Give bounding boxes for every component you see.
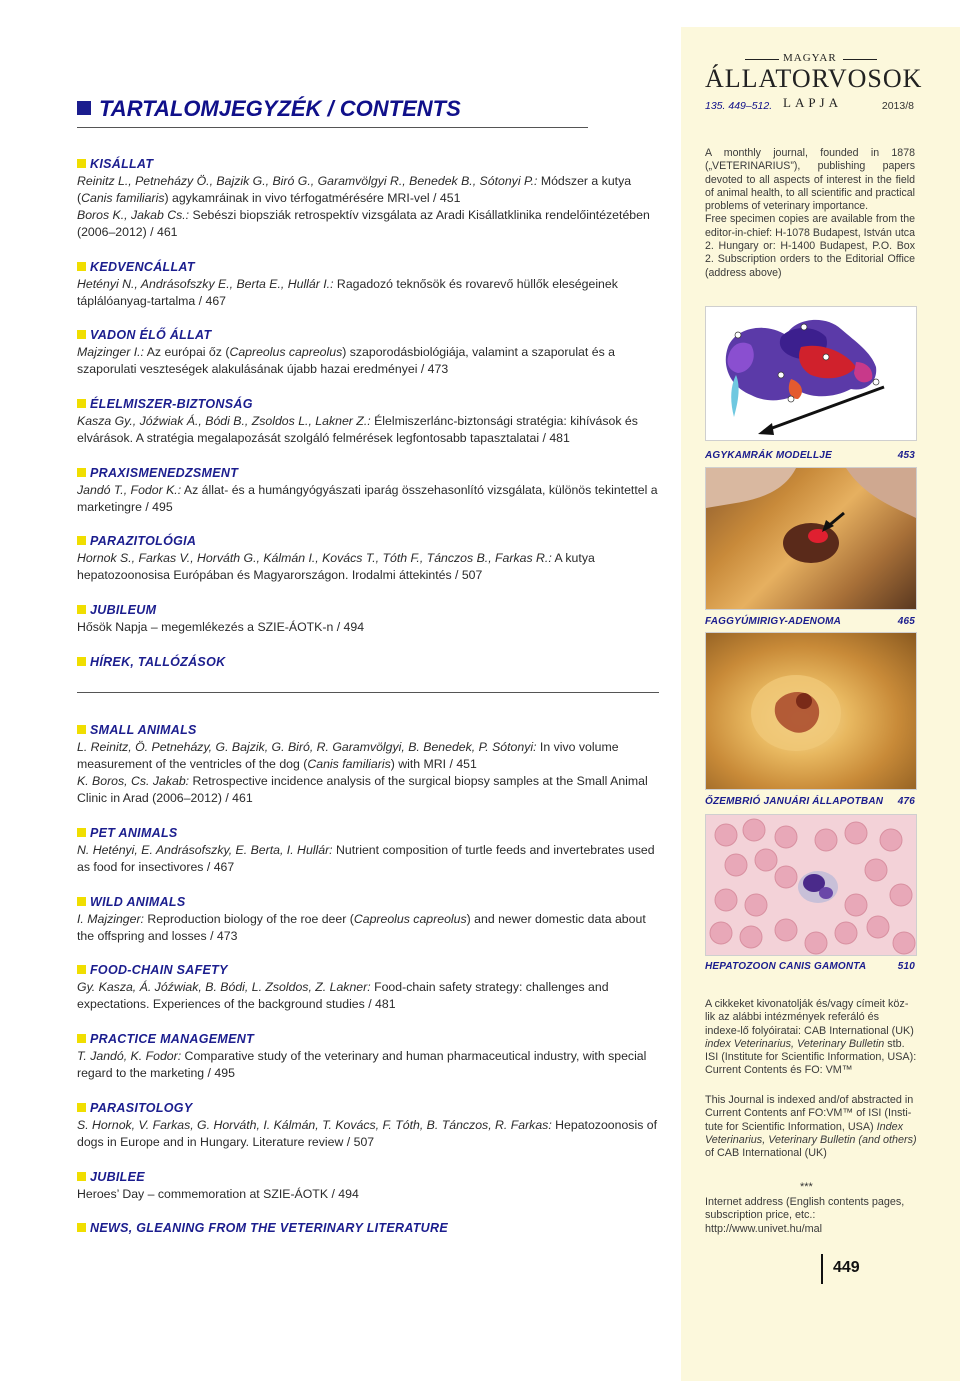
entry-title: Élelmiszerlánc-biztonsági stratégia: kihívások és elvárások. A stratégia megalapozását szolgáló felmérések legfontosabb tapasztalatai / 481 — [77, 414, 638, 445]
section-jubileum — [77, 602, 662, 636]
bullet-square-icon — [77, 605, 86, 614]
section-heading: PARAZITOLÓGIA — [77, 533, 662, 550]
indexing-en: This Journal is indexed and/of abstracted in Current Contents anf FO:VM™ of ISI (Insti-tute for Scientific Information, USA) Index Veterinarius, Veterinary Bulletin (and others) of CAB International (UK) — [705, 1094, 917, 1160]
adenoma-photo-svg — [706, 468, 916, 609]
entry-title: Az állat- és a humángyógyászati iparág összehasonlító vizsgálata, különös tekintettel a marketingre / 495 — [77, 483, 658, 514]
title-square-icon — [77, 101, 91, 115]
entry-species: Capreolus capreolus — [229, 345, 343, 359]
language-divider — [77, 692, 659, 693]
embryo-photo-svg — [706, 633, 916, 789]
masthead-volume: 135. 449–512. — [705, 100, 773, 112]
caption-page: 453 — [897, 450, 915, 461]
entry-authors: Hetényi N., Andrásofszky E., Berta E., Hullár I.: — [77, 277, 334, 291]
entry-authors: T. Jandó, K. Fodor: — [77, 1049, 182, 1063]
entry-title: Heroes’ Day – commemoration at SZIE-ÁOTK / 494 — [77, 1187, 359, 1201]
bullet-square-icon — [77, 897, 86, 906]
bullet-square-icon — [77, 1103, 86, 1112]
masthead-magyar: MAGYAR — [783, 52, 837, 64]
section-heading: WILD ANIMALS — [77, 894, 662, 911]
entry-title: Hősök Napja – megemlékezés a SZIE-ÁOTK-n / 494 — [77, 620, 365, 634]
entry-title: Hepatozoonosis of dogs in Europe and in Hungary. Literature review / 507 — [77, 1118, 658, 1149]
toc-entry[interactable] — [77, 842, 662, 876]
entry-authors: Kasza Gy., Jóźwiak Á., Bódi B., Zsoldos L., Lakner Z.: — [77, 414, 371, 428]
section-heading: PRAXISMENEDZSMENT — [77, 465, 662, 482]
section-elelmiszer-biztonsag — [77, 396, 662, 447]
caption-text: AGYKAMRÁK MODELLJE — [705, 450, 832, 461]
separator-stars: *** — [800, 1181, 813, 1193]
section-kedvencallat — [77, 259, 662, 310]
bullet-square-icon — [77, 330, 86, 339]
journal-masthead — [705, 50, 923, 115]
toc-entry[interactable] — [77, 173, 662, 207]
section-heading[interactable]: HÍREK, TALLÓZÁSOK — [77, 654, 662, 671]
brain-ventricle-model-image — [705, 306, 917, 441]
section-heading: PRACTICE MANAGEMENT — [77, 1031, 662, 1048]
toc-entry[interactable] — [77, 1117, 662, 1151]
entry-authors: Gy. Kasza, Á. Jóźwiak, B. Bódi, L. Zsoldos, Z. Lakner: — [77, 980, 371, 994]
toc-entry[interactable] — [77, 773, 662, 807]
entry-authors: S. Hornok, V. Farkas, G. Horváth, I. Kálmán, T. Kovács, F. Tóth, B. Tánczos, R. Farkas: — [77, 1118, 552, 1132]
entry-title: Nutrient composition of turtle feeds and invertebrates used as food for insectivores / 467 — [77, 843, 655, 874]
entry-species: Canis familiaris — [81, 191, 165, 205]
section-wild-animals — [77, 894, 662, 945]
section-parasitology — [77, 1100, 662, 1151]
entry-title: Ragadozó teknősök és rovarevő hüllők eleségeinek táplálóanyag-tartalma / 467 — [77, 277, 618, 308]
entry-title: Comparative study of the veterinary and human pharmaceutical industry, with special regard to the marketing / 495 — [77, 1049, 647, 1080]
entry-title: Retrospective incidence analysis of the surgical biopsy samples at the Small Animal Clinic in Arad (2006–2012) / 461 — [77, 774, 648, 805]
entry-authors: Hornok S., Farkas V., Horváth G., Kálmán I., Kovács T., Tóth F., Tánczos B., Farkas R.: — [77, 551, 552, 565]
section-pet-animals — [77, 825, 662, 876]
entry-title-rest: ) szaporodásbiológiája, valamint a szaporulat és a szaporulati veszteségek alakulásának újabb hazai eredményei / 473 — [77, 345, 615, 376]
entry-title: Food-chain safety strategy: challenges and expectations. Experiences of the background studies / 481 — [77, 980, 609, 1011]
section-heading[interactable]: NEWS, GLEANING FROM THE VETERINARY LITERATURE — [77, 1220, 662, 1237]
caption-text: ŐZEMBRIÓ JANUÁRI ÁLLAPOTBAN — [705, 796, 884, 807]
section-heading: VADON ÉLŐ ÁLLAT — [77, 327, 662, 344]
bullet-square-icon — [77, 159, 86, 168]
bullet-square-icon — [77, 828, 86, 837]
masthead-lapja: LAPJA — [783, 95, 843, 110]
dog-eye-adenoma-image — [705, 467, 917, 610]
entry-title: Módszer a kutya ( — [77, 174, 632, 205]
brain-ventricle-svg — [706, 307, 916, 440]
entry-species: Capreolus capreolus — [353, 912, 467, 926]
figure-caption — [705, 450, 915, 461]
toc-entry[interactable] — [77, 739, 662, 773]
entry-title: Az európai őz ( — [143, 345, 230, 359]
indexing-hu — [705, 998, 917, 1078]
blood-smear-svg — [706, 815, 916, 955]
toc-entry[interactable] — [77, 911, 662, 945]
bullet-square-icon — [77, 536, 86, 545]
entry-species: Canis familiaris — [307, 757, 391, 771]
section-heading: KEDVENCÁLLAT — [77, 259, 662, 276]
caption-page: 476 — [897, 796, 915, 807]
section-heading: FOOD-CHAIN SAFETY — [77, 962, 662, 979]
section-news — [77, 1220, 662, 1237]
masthead-rule — [745, 59, 779, 60]
indexing-hu-paragraph: A cikkeket kivonatolják és/vagy címeit köz-lik az alábbi intézmények referáló és indexe-lő folyóiratai: CAB International (UK) index Veterinarius, Veterinary Bulletin stb. — [705, 998, 914, 1050]
bullet-square-icon — [77, 657, 86, 666]
entry-authors: L. Reinitz, Ö. Petneházy, G. Bajzik, G. Biró, R. Garamvölgyi, B. Benedek, P. Sótonyi: — [77, 740, 537, 754]
toc-entry[interactable] — [77, 1048, 662, 1082]
page-number: 449 — [833, 1259, 860, 1276]
bullet-square-icon — [77, 1034, 86, 1043]
entry-title-rest: ) and newer domestic data about the offspring and losses / 473 — [77, 912, 646, 943]
entry-title: Sebészi biopsziák retrospektív vizsgálata az Aradi Kisállatklinika rendelőintézetében (2006–2012) / 461 — [77, 208, 650, 239]
masthead-rule — [843, 59, 877, 60]
toc-entry[interactable] — [77, 1186, 662, 1203]
section-heading: PARASITOLOGY — [77, 1100, 662, 1117]
caption-page: 510 — [897, 961, 915, 972]
entry-title-rest: ) with MRI / 451 — [390, 757, 477, 771]
toc-entry[interactable] — [77, 344, 662, 378]
entry-authors: Majzinger I.: — [77, 345, 144, 359]
internet-address[interactable]: Internet address (English contents pages, subscription price, etc.: http://www.univet.hu/mal — [705, 1196, 905, 1235]
caption-text: FAGGYÚMIRIGY-ADENOMA — [705, 616, 842, 627]
roe-deer-embryo-image — [705, 632, 917, 790]
section-praxismenedzsment — [77, 465, 662, 516]
toc-entry[interactable] — [77, 207, 662, 241]
section-small-animals — [77, 722, 662, 807]
entry-authors: Reinitz L., Petneházy Ö., Bajzik G., Biró G., Garamvölgyi R., Benedek B., Sótonyi P.: — [77, 174, 538, 188]
about-paragraph: A monthly journal, founded in 1878 („VETERINARIUS”), publishing papers devoted to all aspects of interest in the field of animal health, to all scientific and practical problems of veterinary importance. — [705, 147, 915, 213]
section-practice-management — [77, 1031, 662, 1082]
caption-page: 465 — [897, 616, 915, 627]
figure-caption — [705, 616, 915, 627]
toc-entry[interactable] — [77, 413, 662, 447]
bullet-square-icon — [77, 1172, 86, 1181]
bullet-square-icon — [77, 1223, 86, 1232]
figure-caption — [705, 961, 915, 972]
bullet-square-icon — [77, 965, 86, 974]
toc-entry[interactable] — [77, 482, 662, 516]
toc-entry[interactable] — [77, 550, 662, 584]
section-kisallat — [77, 156, 662, 241]
section-heading: SMALL ANIMALS — [77, 722, 662, 739]
section-jubilee — [77, 1169, 662, 1203]
masthead-name: ÁLLATORVOSOK — [705, 64, 923, 93]
section-heading: JUBILEE — [77, 1169, 662, 1186]
entry-title: In vivo volume measurement of the ventricles of the dog ( — [77, 740, 619, 771]
entry-authors: K. Boros, Cs. Jakab: — [77, 774, 190, 788]
bullet-square-icon — [77, 725, 86, 734]
caption-text: HEPATOZOON CANIS GAMONTA — [705, 961, 867, 972]
entry-authors: I. Majzinger: — [77, 912, 144, 926]
section-hirek — [77, 654, 662, 671]
masthead-year: 2013/8 — [881, 100, 914, 112]
hepatozoon-gamont-image — [705, 814, 917, 956]
page-title — [77, 96, 589, 122]
bullet-square-icon — [77, 399, 86, 408]
journal-about — [705, 147, 915, 280]
section-heading: PET ANIMALS — [77, 825, 662, 842]
toc-entry[interactable] — [77, 619, 662, 636]
figure-caption — [705, 796, 915, 807]
entry-title: Reproduction biology of the roe deer ( — [143, 912, 354, 926]
bullet-square-icon — [77, 468, 86, 477]
bullet-square-icon — [77, 262, 86, 271]
toc-entry[interactable] — [77, 276, 662, 310]
title-rule — [77, 127, 588, 128]
entry-title: A kutya hepatozoonosisa Európában és Magyarországon. Irodalmi áttekintés / 507 — [77, 551, 595, 582]
page-title-text: TARTALOMJEGYZÉK / CONTENTS — [99, 96, 461, 121]
entry-title-rest: ) agykamráinak in vivo térfogatmérésére MRI-vel / 451 — [164, 191, 461, 205]
section-parazitologia — [77, 533, 662, 584]
section-heading: ÉLELMISZER-BIZTONSÁG — [77, 396, 662, 413]
indexing-hu-isi: ISI (Institute for Scientific Information, USA): Current Contents és FO: VM™ — [705, 1051, 917, 1077]
entry-authors: Jandó T., Fodor K.: — [77, 483, 182, 497]
about-paragraph: Free specimen copies are available from the editor-in-chief: H-1078 Budapest, István utca 2. Hungary or: H-1400 Budapest, P.O. Box 2. Subscription orders to the Editorial Office (address above) — [705, 213, 915, 279]
entry-authors: N. Hetényi, E. Andrásofszky, E. Berta, I. Hullár: — [77, 843, 333, 857]
section-food-chain-safety — [77, 962, 662, 1013]
section-vadon-elo-allat — [77, 327, 662, 378]
page-number-bar — [821, 1254, 823, 1284]
section-heading: JUBILEUM — [77, 602, 662, 619]
toc-entry[interactable] — [77, 979, 662, 1013]
entry-authors: Boros K., Jakab Cs.: — [77, 208, 190, 222]
section-heading: KISÁLLAT — [77, 156, 662, 173]
